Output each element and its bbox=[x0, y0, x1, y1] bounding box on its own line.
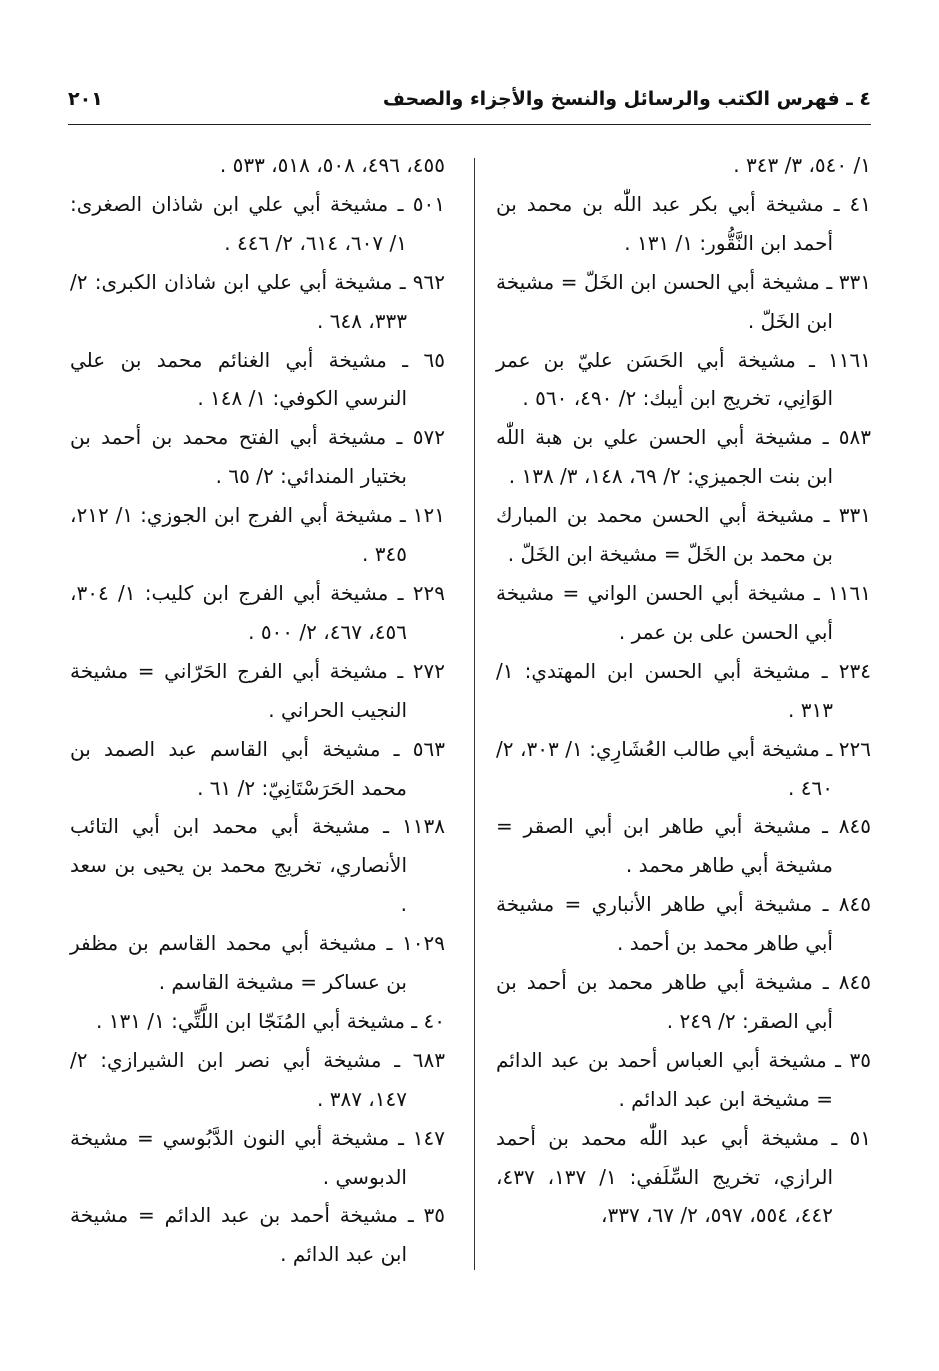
index-entry: ١/ ٥٤٠، ٣/ ٣٤٣ . bbox=[733, 153, 871, 177]
column-divider bbox=[474, 158, 475, 1270]
index-entry: ٨٤٥ ـ مشيخة أبي طاهر محمد بن أحمد بن أبي الصقر: ٢/ ٢٤٩ . bbox=[496, 970, 871, 1033]
index-column-left bbox=[70, 146, 445, 1274]
index-entry: ٢٣٤ ـ مشيخة أبي الحسن ابن المهتدي: ١/ ٣١٣ . bbox=[496, 658, 871, 722]
index-entry: ٨٤٥ ـ مشيخة أبي طاهر الأنباري = مشيخة أبي طاهر محمد بن أحمد . bbox=[496, 892, 871, 956]
index-entry: ٥٠١ ـ مشيخة أبي علي ابن شاذان الصغرى: ١/ ٦٠٧، ٦١٤، ٢/ ٤٤٦ . bbox=[70, 191, 445, 255]
index-entry: ٦٨٣ ـ مشيخة أبي نصر ابن الشيرازي: ٢/ ١٤٧، ٣٨٧ . bbox=[70, 1047, 445, 1111]
index-entry: ٥١ ـ مشيخة أبي عبد اللّٰه محمد بن أحمد الرازي، تخريج السِّلَفي: ١/ ١٣٧، ٤٣٧، ٤٤٢، ٥٥٤، ٥٩٧، ٢/ ٦٧، ٣٣٧، bbox=[496, 1125, 871, 1228]
index-entry: ٥٧٢ ـ مشيخة أبي الفتح محمد بن أحمد بن بختيار المندائي: ٢/ ٦٥ . bbox=[70, 425, 445, 489]
index-entry: ٣٥ ـ مشيخة أحمد بن عبد الدائم = مشيخة ابن عبد الدائم . bbox=[70, 1203, 445, 1267]
index-entry: ٣٥ ـ مشيخة أبي العباس أحمد بن عبد الدائم = مشيخة ابن عبد الدائم . bbox=[496, 1047, 871, 1111]
index-entry: ٤١ ـ مشيخة أبي بكر عبد اللّٰه بن محمد بن أحمد ابن النَّقُّور: ١/ ١٣١ . bbox=[496, 191, 871, 255]
index-entry: ١١٣٨ ـ مشيخة أبي محمد ابن أبي التائب الأنصاري، تخريج محمد بن يحيى بن سعد . bbox=[70, 814, 445, 917]
index-entry: ٦٥ ـ مشيخة أبي الغنائم محمد بن علي النرسي الكوفي: ١/ ١٤٨ . bbox=[70, 347, 445, 411]
index-entry: ١٤٧ ـ مشيخة أبي النون الدَّبُوسي = مشيخة الدبوسي . bbox=[70, 1125, 445, 1189]
index-entry: ٤٠ ـ مشيخة أبي المُنَجّا ابن اللَّتِّي: ١/ ١٣١ . bbox=[96, 1008, 445, 1033]
index-entry: ١١٦١ ـ مشيخة أبي الحسن الواني = مشيخة أبي الحسن على بن عمر . bbox=[496, 580, 871, 644]
index-column-right bbox=[496, 146, 871, 1235]
index-entry: ٩٦٢ ـ مشيخة أبي علي ابن شاذان الكبرى: ٢/ ٣٣٣، ٦٤٨ . bbox=[70, 269, 445, 333]
index-entry: ١٢١ ـ مشيخة أبي الفرج ابن الجوزي: ١/ ٢١٢، ٣٤٥ . bbox=[70, 503, 445, 567]
header-rule bbox=[68, 124, 871, 125]
index-entry: ٢٢٩ ـ مشيخة أبي الفرج ابن كليب: ١/ ٣٠٤، ٤٥٦، ٤٦٧، ٢/ ٥٠٠ . bbox=[70, 580, 445, 644]
running-title: ٤ ـ فهرس الكتب والرسائل والنسخ والأجزاء والصحف bbox=[382, 88, 871, 110]
index-entry: ٤٥٥، ٤٩٦، ٥٠٨، ٥١٨، ٥٣٣ . bbox=[219, 153, 445, 177]
index-entry: ١٠٢٩ ـ مشيخة أبي محمد القاسم بن مظفر بن عساكر = مشيخة القاسم . bbox=[70, 931, 445, 995]
index-entry: ٢٢٦ ـ مشيخة أبي طالب العُشَارِي: ١/ ٣٠٣، ٢/ ٤٦٠ . bbox=[496, 736, 871, 800]
index-entry: ٢٧٢ ـ مشيخة أبي الفرج الحَرّاني = مشيخة النجيب الحراني . bbox=[70, 658, 445, 722]
index-entry: ٣٣١ ـ مشيخة أبي الحسن محمد بن المبارك بن محمد بن الخَلّ = مشيخة ابن الخَلّ . bbox=[496, 503, 871, 567]
index-entry: ٨٤٥ ـ مشيخة أبي طاهر ابن أبي الصقر = مشيخة أبي طاهر محمد . bbox=[496, 814, 871, 878]
index-entry: ٥٦٣ ـ مشيخة أبي القاسم عبد الصمد بن محمد الحَرَسْتَانِيّ: ٢/ ٦١ . bbox=[70, 736, 445, 800]
index-entry: ١١٦١ ـ مشيخة أبي الحَسَن عليّ بن عمر الوَانِي، تخريج ابن أيبك: ٢/ ٤٩٠، ٥٦٠ . bbox=[496, 347, 871, 411]
index-entry: ٣٣١ ـ مشيخة أبي الحسن ابن الخَلّ = مشيخة ابن الخَلّ . bbox=[496, 269, 871, 333]
page-header bbox=[68, 88, 871, 124]
page-number: ٢٠١ bbox=[68, 88, 103, 110]
index-entry: ٥٨٣ ـ مشيخة أبي الحسن علي بن هبة اللّٰه ابن بنت الجميزي: ٢/ ٦٩، ١٤٨، ٣/ ١٣٨ . bbox=[496, 425, 871, 489]
